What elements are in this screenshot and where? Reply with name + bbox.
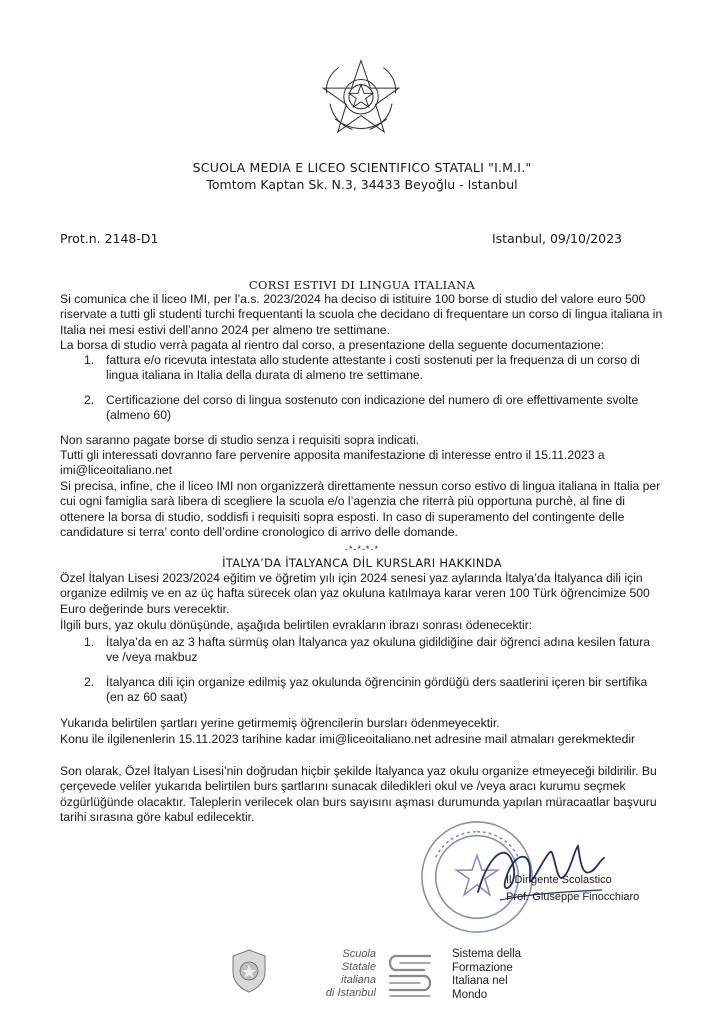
protocol-number: Prot.n. 2148-D1	[60, 231, 159, 246]
list-item	[60, 635, 664, 666]
list-item	[60, 393, 664, 424]
footer-left-line: italiana	[341, 974, 376, 986]
italian-document-list	[60, 353, 664, 433]
school-address: Tomtom Kaptan Sk. N.3, 34433 Beyoğlu - Istanbul	[206, 177, 518, 192]
turkish-document-list	[60, 635, 664, 715]
footer-right-line: Mondo	[452, 988, 488, 1001]
turkish-paragraph-4: Konu ile ilgilenenlerin 15.11.2023 tarihine kadar imi@liceoitaliano.net adresine mail atmaları gerekmektedir	[60, 732, 636, 746]
footer-left-line: Statale	[341, 961, 376, 973]
list-item-text: Certificazione del corso di lingua sostenuto con indicazione del numero di ore effettivamente svolte (almeno 60)	[106, 392, 639, 423]
sfim-logo-icon	[382, 950, 438, 1000]
italian-paragraph-5: Si precisa, infine, che il liceo IMI non organizzerà direttamente nessun corso estivo di lingua italiana in Italia per cui ogni famiglia sarà libera di scegliere la scuola e/o l’agenzia che riterrà più opportuna purchè, al fine di ottenere la borsa di studio, soddisfi i requisiti sopra esposti. In caso di superamento del contingente delle candidature si terra’ conto dell’ordine cronologico di arrivo delle domande.	[60, 479, 661, 540]
list-item-text: İtalya’da en az 3 hafta sürmüş olan İtalyanca yaz okuluna gidildiğine dair öğrenci adına kesilen fatura ve /veya makbuz	[106, 635, 651, 665]
list-item-number: 2.	[84, 392, 95, 407]
footer-school-label	[306, 948, 376, 1000]
republic-emblem-icon	[318, 52, 404, 138]
turkish-paragraph-3: Yukarıda belirtilen şartları yerine getirmemiş öğrencilerin bursları ödenmeyecektir.	[60, 716, 500, 730]
italian-paragraph-3: Non saranno pagate borse di studio senza i requisiti sopra indicati.	[60, 433, 420, 447]
section-separator: -*-*-*-*	[345, 544, 379, 554]
footer-left-line: di Istanbul	[325, 987, 376, 999]
italian-section-title: CORSI ESTIVI DI LINGUA ITALIANA	[248, 278, 476, 292]
italian-paragraph-2: La borsa di studio verrà pagata al rientro dal corso, a presentazione della seguente documentazione:	[60, 338, 605, 352]
turkish-paragraph-2: İlgili burs, yaz okulu dönüşünde, aşağıda belirtilen evrakların ibrazı sonrası ödenecektir:	[60, 618, 533, 632]
footer-right-line: Italiana nel	[452, 975, 508, 987]
list-item	[60, 675, 664, 706]
footer-right-line: Formazione	[452, 961, 513, 974]
turkish-paragraph-5: Son olarak, Özel İtalyan Lisesi’nin doğrudan hiçbir şekilde İtalyanca yaz okulu organize etmeyeceği bildirilir. Bu çerçevede veliler yukarıda belirtilen burs şartlarını sunacak diledikleri okul ve /veya aracı kurumu seçmek özgürlüğünde olacaktır. Taleplerin verilecek olan burs sayısını aşması durumunda yapılan müracaatlar başvuru tarihi sırasına göre kabul edilecektir.	[60, 764, 657, 825]
turkish-paragraph-1: Özel İtalyan Lisesi 2023/2024 eğitim ve öğretim yılı için 2024 senesi yaz aylarında İtalya’da İtalyanca dili için organize edilmiş ve en az üç hafta sürecek olan yaz okuluna katılmaya karar veren 100 Türk öğrencimize 500 Euro değerinde burs verecektir.	[60, 571, 650, 616]
footer-right-line: Sistema della	[452, 948, 522, 960]
footer-left-line: Scuola	[342, 948, 376, 960]
list-item-text: fattura e/o ricevuta intestata allo studente attestante i costi sostenuti per la frequenza di un corso di lingua italiana in Italia della durata di almeno tre settimane.	[106, 353, 640, 383]
list-item-text: İtalyanca dili için organize edilmiş yaz okulunda öğrencinin gördüğü ders saatlerini içeren bir sertifika (en az 60 saat)	[106, 674, 648, 705]
italian-paragraph-4: Tutti gli interessati dovranno fare pervenire apposita manifestazione di interesse entro il 15.11.2023 a imi@liceoitaliano.net	[60, 448, 605, 478]
list-item-number: 1.	[84, 353, 95, 367]
list-item-number: 1.	[84, 635, 95, 649]
footer-network-label	[452, 948, 521, 1002]
document-date: Istanbul, 09/10/2023	[491, 231, 622, 246]
turkish-section-title: İTALYA’DA İTALYANCA DİL KURSLARI HAKKINDA	[222, 556, 502, 570]
list-item	[60, 353, 664, 384]
signatory-role: Il Dirigente Scolastico	[506, 874, 612, 886]
signatory-name: Prof. Giuseppe Finocchiaro	[506, 891, 640, 903]
italian-paragraph-1: Si comunica che il liceo IMI, per l’a.s. 2023/2024 ha deciso di istituire 100 borse di studio del valore euro 500 riservate a tutti gli studenti turchi frequentanti la scuola che decidano di frequentare un corso di lingua italiana in Italia nei mesi estivi dell’anno 2024 per almeno tre settimane.	[60, 292, 663, 337]
school-seal-icon	[229, 948, 269, 994]
list-item-number: 2.	[84, 674, 95, 689]
school-name: SCUOLA MEDIA E LICEO SCIENTIFICO STATALI "I.M.I."	[192, 160, 532, 175]
